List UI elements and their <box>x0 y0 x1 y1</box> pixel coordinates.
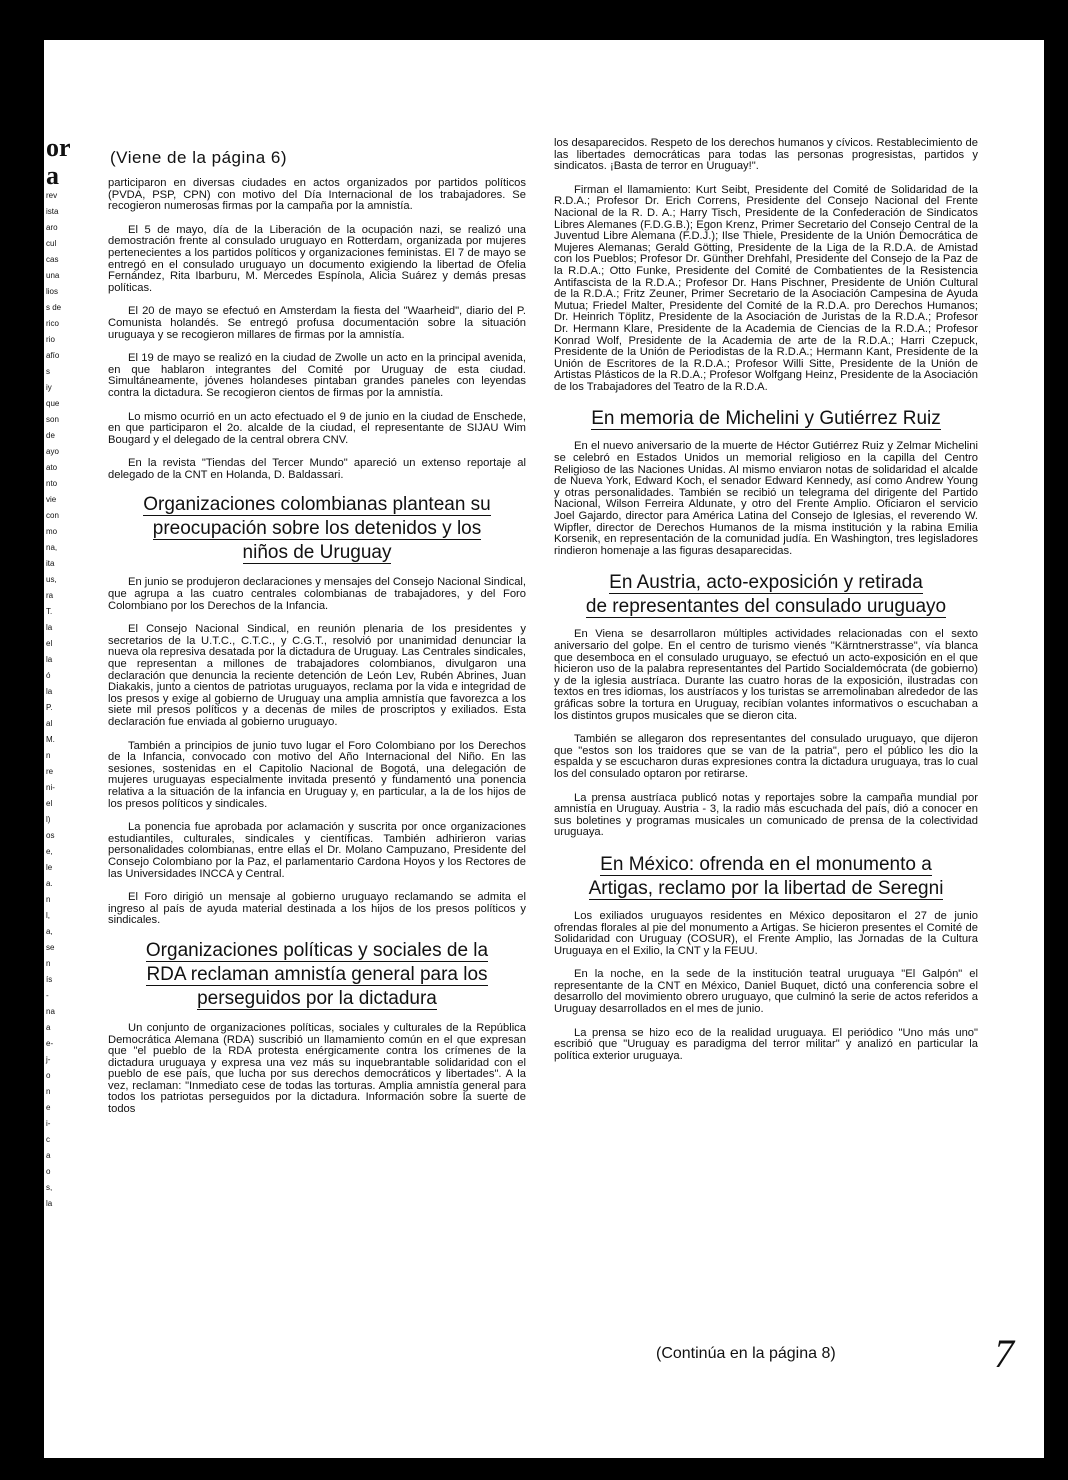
headline-line: En Austria, acto-exposición y retirada <box>609 572 923 594</box>
previous-page-fragment: e <box>46 1103 51 1112</box>
previous-page-fragment: na, <box>46 543 58 552</box>
previous-page-fragment: ó <box>46 671 51 680</box>
previous-page-fragment: ato <box>46 463 58 472</box>
left-column <box>108 40 526 1128</box>
previous-page-fragment: j- <box>46 1055 51 1064</box>
headline-rda <box>108 939 526 1011</box>
continued-from-label: (Viene de la página 6) <box>110 148 288 167</box>
previous-page-fragment: ista <box>46 207 59 216</box>
headline-line: En México: ofrenda en el monumento a <box>600 853 932 875</box>
previous-page-strip <box>44 133 71 1335</box>
previous-page-fragment: l) <box>46 815 51 824</box>
headline-colombia <box>108 493 526 565</box>
headline-line: RDA reclaman amnistía general para los <box>146 963 488 985</box>
previous-page-fragment: e- <box>46 1039 54 1048</box>
previous-page-fragment: la <box>46 655 53 664</box>
newspaper-page <box>44 40 1044 1458</box>
previous-page-fragment: i- <box>46 1119 51 1128</box>
previous-page-fragment: vie <box>46 495 57 504</box>
previous-page-fragment: rev <box>46 191 58 200</box>
paragraph: los desaparecidos. Respeto de los derechos humanos y cívicos. Restablecimiento de las libertades democráticas para todas las personas progresistas, partidos y sindicatos. ¡Basta de terror en Uruguay!". <box>554 137 978 173</box>
paragraph: En junio se produjeron declaraciones y mensajes del Consejo Nacional Sindical, que agrupa a las cuatro centrales colombianas de trabajadores, y del Foro Colombiano por los Derechos de la Infancia. <box>108 576 527 612</box>
previous-page-fragment: iy <box>46 383 52 392</box>
previous-page-fragment: ayo <box>46 447 59 456</box>
previous-page-fragment: rico <box>46 319 59 328</box>
previous-page-fragment: a, <box>46 927 53 936</box>
headline-line: Organizaciones colombianas plantean su <box>143 494 491 516</box>
previous-page-fragment: la <box>46 623 53 632</box>
headline-line: Organizaciones políticas y sociales de la <box>145 939 489 961</box>
headline-mexico <box>554 853 978 901</box>
intro-article <box>108 178 526 481</box>
previous-page-fragment: la <box>46 687 53 696</box>
paragraph: En la noche, en la sede de la institución teatral uruguaya "El Galpón" el representante de la CNT en México, Daniel Buquet, dictó una conferencia sobre el desarrollo del movimiento obrero uruguayo, que culminó la serie de actos referidos a Uruguay desarrollados en el mes de junio. <box>554 968 978 1016</box>
continued-on-label: (Continúa en la página 8) <box>656 1345 836 1362</box>
previous-page-fragment: una <box>46 271 60 280</box>
article-rda-continued <box>554 138 978 393</box>
previous-page-fragment: - <box>46 991 49 1000</box>
paragraph: participaron en diversas ciudades en actos organizados por partidos políticos (PVDA, PSP, CPN) con motivo del Día Internacional de los trabajadores. Se recogieron numerosas firmas por la campaña por la amnistía. <box>108 177 526 213</box>
previous-page-fragment: s, <box>46 1183 53 1192</box>
previous-page-fragment: a <box>46 1151 51 1160</box>
page-number: 7 <box>994 1331 1014 1376</box>
paragraph: La prensa se hizo eco de la realidad uruguaya. El periódico "Uno más uno" escribió que "Uruguay es paradigma del terror militar" y analizó en particular la política exterior uruguaya. <box>554 1026 978 1062</box>
previous-page-fragment: n <box>46 959 51 968</box>
article-rda <box>108 1023 526 1116</box>
right-column <box>554 40 978 1074</box>
previous-page-fragment: s de <box>46 303 62 312</box>
paragraph: Los exiliados uruguayos residentes en México depositaron el 27 de junio ofrendas florales al pie del monumento a Artigas. Se hicieron presentes el Comité de Solidaridad con Uruguay (COSUR), el Frente Amplio, las Jornadas de la Cultura Uruguaya en el Exilio, la CNT y la FEUU. <box>554 909 978 957</box>
previous-page-fragment: us, <box>46 575 57 584</box>
headline-michelini <box>554 407 978 431</box>
article-austria <box>554 629 978 839</box>
paragraph: También se allegaron dos representantes del consulado uruguayo, que dijeron que "estos son los traidores que se van de la patria", pero el público les dio la espalda y se escucharon duras expresiones contra la dictadura uruguaya, tras lo cual los del consulado optaron por retirarse. <box>554 733 978 780</box>
previous-page-fragment: n <box>46 751 51 760</box>
previous-page-fragment: el <box>46 639 53 648</box>
previous-page-fragment: con <box>46 511 59 520</box>
previous-page-fragment: lios <box>46 287 59 296</box>
paragraph: En Viena se desarrollaron múltiples actividades relacionadas con el sexto aniversario del golpe. En el centro de turismo vienés "Kärntnerstrasse", vía blanca que desemboca en el consulado uruguayo, se efectuó un acto-exposición en el que hicieron uso de la palabra representantes del Partido Socialdemócrata (de gobierno) y de la iglesia austríaca. Durante las cuatro horas de la exposición, ilustradas con textos en tres idiomas, los austríacos y los turistas se arremolinaban alrededor de las gráficas sobre la tortura en Uruguay, recibían volantes informativos o escuchaban a los distintos grupos musicales que se dieron cita. <box>554 628 978 722</box>
previous-page-fragment: aro <box>46 223 58 232</box>
previous-page-fragment: T. <box>46 607 53 616</box>
previous-page-fragment: cas <box>46 255 59 264</box>
previous-page-fragment: nto <box>46 479 58 488</box>
previous-page-fragment: re <box>46 767 54 776</box>
headline-line: preocupación sobre los detenidos y los <box>152 518 482 540</box>
previous-page-fragment: mo <box>46 527 58 536</box>
previous-page-fragment: de <box>46 431 55 440</box>
paragraph: También a principios de junio tuvo lugar el Foro Colombiano por los Derechos de la Infancia, convocado con motivo del Año Internacional del Niño. En las sesiones, sostenidas en el Capitolio Nacional de Bogotá, una delegación de mujeres uruguayas especialmente invitada presentó y fundamentó una ponencia relativa a la situación de la infancia en Uruguay y, en particular, a la de los hijos de los presos políticos y sindicales. <box>108 739 526 810</box>
previous-page-fragment: al <box>46 719 53 728</box>
paragraph: En el nuevo aniversario de la muerte de Héctor Gutiérrez Ruiz y Zelmar Michelini se celebró en Estados Unidos un memorial religioso en la capilla del Centro Religioso de las Naciones Unidas. Al mismo enviaron notas de solidaridad el alcalde de Nueva York, Edward Koch, el senador Edward Kennedy, así como Andrew Young y otras personalidades. También se recibió un telegrama del dirigente del Partido Nacional, Wilson Ferreira Aldunate, y otro del Frente Amplio. Oficiaron el servicio Joel Gajardo, director para América Latina del Consejo de Iglesias, el reverendo W. Wipfler, director de Derechos Humanos de la misma institución y la rabina Emilia Korsenik, en representación de la comunidad judía. En Washington, tres legisladores rindieron homenaje a las figuras desaparecidas. <box>554 440 978 557</box>
previous-page-fragment: ni- <box>46 783 55 792</box>
previous-page-fragment: a. <box>46 879 53 888</box>
previous-page-fragment: a <box>46 1023 51 1032</box>
paragraph: El Consejo Nacional Sindical, en reunión plenaria de los presidentes y secretarios de la U.T.C., C.T.C., y C.G.T., resolvió por unanimidad denunciar la nueva ola represiva desatada por la dictadura de Uruguay. Las Centrales sindicales, que representan a millones de trabajadores colombianos, divulgaron una declaración que denuncia la reciente detención de León Lev, Rubén Abrines, Juan Diakakis, junto a cientos de patriotas uruguayos, reclama por la vida e integridad de los presos y exige al gobierno de Uruguay una amplia amnistía que favorezca a los siete mil presos políticos y a decenas de miles de proscriptos y exiliados. Esta declaración fue enviada al gobierno uruguayo. <box>108 623 526 728</box>
paragraph: En la revista "Tiendas del Tercer Mundo" apareció un extenso reportaje al delegado de la CNT en Holanda, D. Baldassari. <box>108 457 526 481</box>
previous-page-fragment: o <box>46 1167 51 1176</box>
previous-page-fragment: la <box>46 1199 53 1208</box>
paragraph: El 19 de mayo se realizó en la ciudad de Zwolle un acto en la principal avenida, en que hablaron integrantes del Comité por Uruguay de esta ciudad. Simultáneamente, jóvenes holandeses pintaban grandes paneles con leyendas contra la dictadura. Se recogieron cientos de firmas por la amnistía. <box>108 352 526 399</box>
previous-page-fragment: n <box>46 1087 51 1096</box>
previous-page-fragment: n <box>46 895 51 904</box>
article-michelini <box>554 441 978 557</box>
previous-page-fragment: que <box>46 399 60 408</box>
previous-page-fragment: or <box>46 133 71 162</box>
paragraph: Firman el llamamiento: Kurt Seibt, Presidente del Comité de Solidaridad de la R.D.A.; Profesor Dr. Erich Correns, Presidente del Consejo Nacional del Frente Nacional de la R. D. A.; Harry Tisch, Presidente de la Confederación de Sindicatos Libres Alemanes (F.D.G.B.); Egon Krenz, Primer Secretario del Consejo Central de la Juventud Libre Alemana (F.D.J.); Ilse Thiele, Presidente de la Unión Democrática de Mujeres Alemanas; Gerald Götting, Presidente de la Liga de la R.D.A. de Amistad con los Pueblos; Profesor Dr. Günther Drehfahl, Presidente del Consejo de la Paz de la R.D.A.; Otto Funke, Presidente del Comité de Combatientes de la Resistencia Antifascista de la R.D.A.; Profesor Dr. Hans Pischner, Presidente de Unión Cultural de la R.D.A.; Fritz Zeuner, Primer Secretario de la Asociación Campesina de Ayuda Mutua; Friedel Malter, Presidente del Comité de la R.D.A. pro Derechos Humanos; Dr. Heinrich Töplitz, Presidente de la Asociación de Juristas de la R.D.A.; Profesor Dr. Hermann Klare, Presidente de la Academia de Ciencias de la R.D.A.; Profesor Konrad Wolf, Presidente de la Academia de arte de la R.D.A.; Harri Czepuck, Presidente de la Unión de Periodistas de la R.D.A.; Hermann Kant, Presidente de la Unión de Escritores de la R.D.A.; Profesor Willi Sitte, Presidente de la Unión de Artistas Plásticos de la R.D.A.; Profesor Wolfgang Heinz, Presidente de la Asociación de los Trabajadores del Teatro de la R.D.A. <box>554 183 978 393</box>
previous-page-fragment: P. <box>46 703 53 712</box>
paragraph: La prensa austríaca publicó notas y reportajes sobre la campaña mundial por amnistía en Uruguay. Austria - 3, la radio más escuchada del país, dió a conocer en sus boletines y programas musicales un comunicado de prensa de la colectividad uruguaya. <box>554 791 978 839</box>
previous-page-fragment: a <box>46 161 59 190</box>
previous-page-fragment: ra <box>46 591 54 600</box>
previous-page-fragment: afío <box>46 351 60 360</box>
paragraph: El Foro dirigió un mensaje al gobierno uruguayo reclamando se admita el ingreso al país de ayuda material destinada a los hijos de los presos políticos y sindicales. <box>108 891 526 927</box>
previous-page-fragment: l, <box>46 911 50 920</box>
paragraph: Un conjunto de organizaciones políticas, sociales y culturales de la República Democrática Alemana (RDA) suscribió un llamamiento común en el que expresan que "el pueblo de la RDA protesta enérgicamente contra los crímenes de la dictadura uruguaya y expresa una vez más su inquebrantable solidaridad con el pueblo de ese país, que lucha por sus derechos democráticos y libertades". A la vez, reclaman: "Inmediato cese de todas las torturas. Amplia amnistía general para todos los patriotas perseguidos por la dictadura. Información sobre la suerte de todos <box>108 1021 526 1116</box>
headline-line: Artigas, reclamo por la libertad de Seregni <box>588 877 944 899</box>
previous-page-fragment: o <box>46 1071 51 1080</box>
previous-page-fragment: c <box>46 1135 50 1144</box>
paragraph: Lo mismo ocurrió en un acto efectuado el 9 de junio en la ciudad de Enschede, en que participaron el 2o. alcalde de la ciudad, el representante de SIJAU Wim Bougard y el delegado de la central obrera CNV. <box>108 410 526 446</box>
article-colombia <box>108 577 526 926</box>
previous-page-fragment: s <box>46 367 50 376</box>
previous-page-fragment: se <box>46 943 55 952</box>
previous-page-fragment: le <box>46 863 53 872</box>
previous-page-fragment: rio <box>46 335 55 344</box>
previous-page-fragment: na <box>46 1007 55 1016</box>
previous-page-fragment: M. <box>46 735 55 744</box>
paragraph: La ponencia fue aprobada por aclamación y suscrita por once organizaciones estudiantiles, culturales, sindicales y científicas. También adhirieron varias personalidades colombianas, entre ellas el Dr. Molano Campuzano, Presidente del Consejo Colombiano por la Paz, el parlamentario Cardona Hoyos y los Rectores de las Universidades INCCA y Central. <box>108 821 526 880</box>
previous-page-fragment: os <box>46 831 55 840</box>
headline-austria <box>554 571 978 619</box>
article-mexico <box>554 911 978 1063</box>
headline-line: En memoria de Michelini y Gutiérrez Ruiz <box>591 408 941 430</box>
previous-page-fragment: ís <box>46 975 53 984</box>
previous-page-fragment: el <box>46 799 53 808</box>
headline-line: perseguidos por la dictadura <box>197 987 437 1009</box>
previous-page-fragment: son <box>46 415 59 424</box>
paragraph: El 5 de mayo, día de la Liberación de la ocupación nazi, se realizó una demostración frente al consulado uruguayo en Rotterdam, organizada por mujeres pertenecientes a los partidos políticos y organizaciones feministas. El 7 de mayo se entregó en el consulado uruguayo un documento exigiendo la libertad de Ofelia Fernández, Rita Ibarburu, M. Mercedes Espínola, Alicia Suárez y demás presas políticas. <box>108 223 526 294</box>
previous-page-fragment: e, <box>46 847 53 856</box>
paragraph: El 20 de mayo se efectuó en Amsterdam la fiesta del "Waarheid", diario del P. Comunista holandés. Se entregó profusa documentación sobre la situación uruguaya y se recogieron millares de firmas por la amnistía. <box>108 305 526 341</box>
previous-page-fragment: ita <box>46 559 55 568</box>
headline-line: niños de Uruguay <box>242 542 392 564</box>
headline-line: de representantes del consulado uruguayo <box>585 596 947 618</box>
previous-page-fragment: cul <box>46 239 57 248</box>
